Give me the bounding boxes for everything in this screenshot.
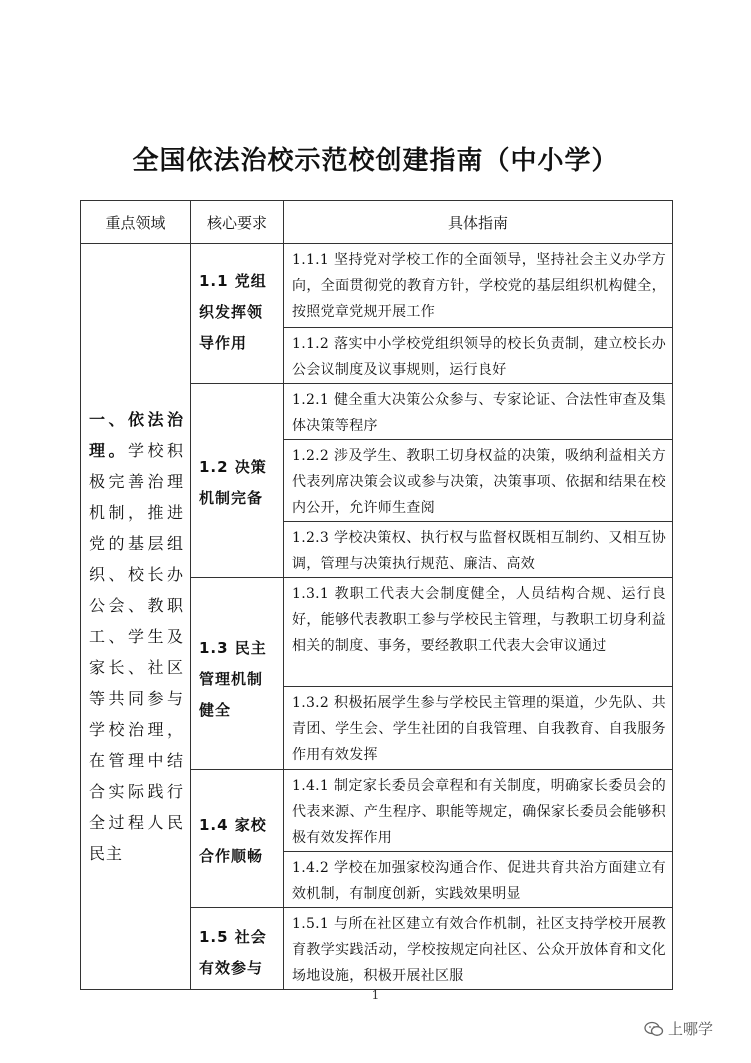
guide-cell: 1.2.2 涉及学生、教职工切身权益的决策，吸纳利益相关方代表列席决策会议或参与决策，决策事项、依据和结果在校内公开，允许师生查阅 bbox=[284, 440, 673, 522]
guide-cell: 1.3.1 教职工代表大会制度健全，人员结构合规、运行良好，能够代表教职工参与学校民主管理，与教职工切身利益相关的制度、事务，要经教职工代表大会审议通过 bbox=[284, 578, 673, 687]
requirement-cell: 1.4 家校合作顺畅 bbox=[191, 770, 284, 908]
guide-cell: 1.2.3 学校决策权、执行权与监督权既相互制约、又相互协调，管理与决策执行规范、廉洁、高效 bbox=[284, 522, 673, 578]
requirement-cell: 1.1 党组织发挥领导作用 bbox=[191, 244, 284, 384]
wechat-icon bbox=[644, 1021, 664, 1037]
header-requirement: 核心要求 bbox=[191, 201, 284, 244]
watermark-text: 上哪学 bbox=[668, 1020, 714, 1038]
watermark bbox=[644, 1018, 713, 1039]
guide-cell: 1.4.2 学校在加强家校沟通合作、促进共育共治方面建立有效机制，有制度创新，实践效果明显 bbox=[284, 852, 673, 908]
guide-cell: 1.5.1 与所在社区建立有效合作机制，社区支持学校开展教育教学实践活动，学校按规定向社区、公众开放体育和文化场地设施，积极开展社区服 bbox=[284, 908, 673, 990]
guide-table bbox=[80, 200, 673, 990]
area-text: 学校积极完善治理机制，推进党的基层组织、校长办公会、教职工、学生及家长、社区等共同参与学校治理，在管理中结合实际践行全过程人民民主 bbox=[89, 441, 184, 863]
requirement-cell: 1.2 决策机制完备 bbox=[191, 384, 284, 578]
guide-cell: 1.3.2 积极拓展学生参与学校民主管理的渠道，少先队、共青团、学生会、学生社团的自我管理、自我教育、自我服务作用有效发挥 bbox=[284, 687, 673, 770]
guide-cell: 1.1.2 落实中小学校党组织领导的校长负责制，建立校长办公会议制度及议事规则，运行良好 bbox=[284, 328, 673, 384]
requirement-cell: 1.5 社会有效参与 bbox=[191, 908, 284, 990]
header-area: 重点领域 bbox=[81, 201, 191, 244]
guide-cell: 1.2.1 健全重大决策公众参与、专家论证、合法性审查及集体决策等程序 bbox=[284, 384, 673, 440]
guide-cell: 1.1.1 坚持党对学校工作的全面领导，坚持社会主义办学方向，全面贯彻党的教育方针，学校党的基层组织机构健全，按照党章党规开展工作 bbox=[284, 244, 673, 328]
area-cell bbox=[81, 244, 191, 990]
area-heading: 一、依法治理。 bbox=[89, 410, 184, 460]
table-row bbox=[81, 244, 673, 328]
page-number: 1 bbox=[371, 988, 380, 1002]
guide-cell: 1.4.1 制定家长委员会章程和有关制度，明确家长委员会的代表来源、产生程序、职能等规定，确保家长委员会能够积极有效发挥作用 bbox=[284, 770, 673, 852]
document-title: 全国依法治校示范校创建指南（中小学） bbox=[132, 146, 619, 176]
table-header-row bbox=[81, 201, 673, 244]
header-guide: 具体指南 bbox=[284, 201, 673, 244]
requirement-cell: 1.3 民主管理机制健全 bbox=[191, 578, 284, 770]
